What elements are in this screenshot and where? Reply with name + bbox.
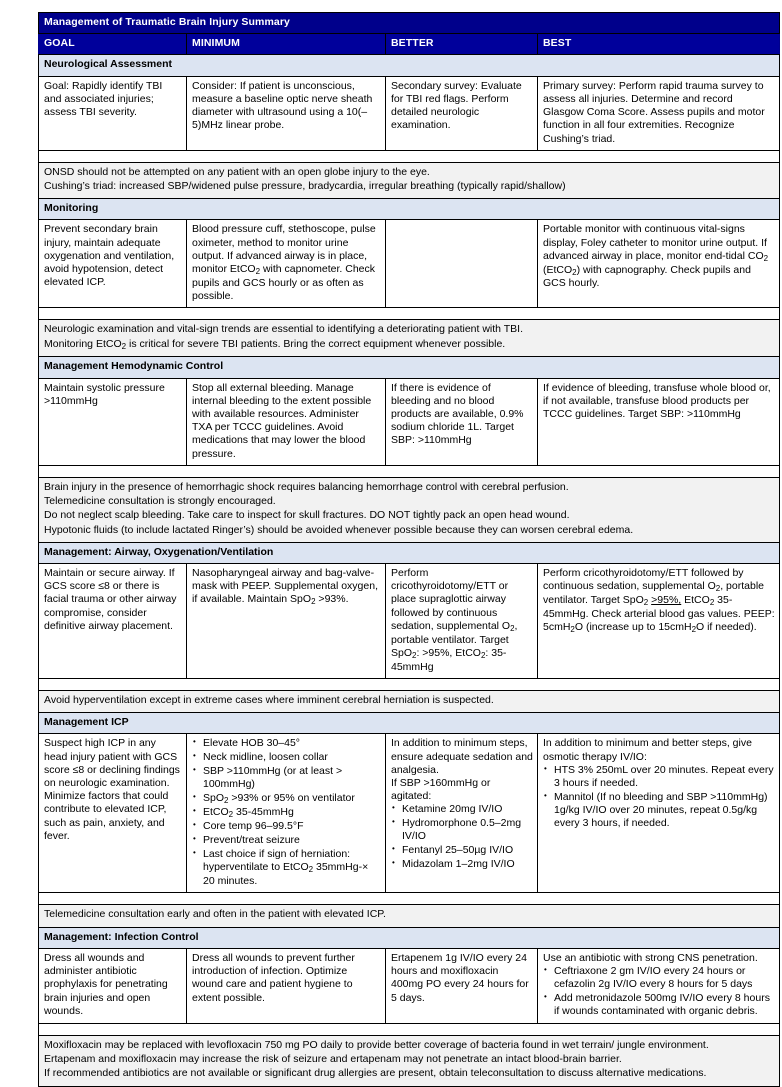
subscript-2: 2 [643, 597, 649, 607]
note-hemodynamic [39, 477, 780, 542]
subscript-2: 2 [572, 267, 577, 277]
list-item: • Add metronidazole 500mg IV/IO every 8 hours if wounds contaminated with organic debris. [543, 992, 775, 1018]
section-band-hemodynamic-control: Management Hemodynamic Control [39, 357, 780, 378]
note-line: Moxifloxacin may be replaced with levofloxacin 750 mg PO daily to provide better coverage of bacteria found in wet terrain/ jungle environment. [44, 1038, 709, 1051]
section-content-row [39, 220, 780, 308]
infection-best-bullet-list [543, 965, 775, 1018]
spacer-row [39, 893, 780, 905]
column-header-minimum: MINIMUM [187, 34, 386, 55]
cell-minimum-airway [187, 563, 386, 678]
cell-minimum-monitoring [187, 220, 386, 308]
document-title: Management of Traumatic Brain Injury Summary [39, 13, 780, 34]
tbi-summary-document [38, 12, 780, 1087]
list-item: • Neck midline, loosen collar [192, 751, 381, 764]
section-content-row [39, 378, 780, 465]
text-part: Blood pressure cuff, stethoscope, pulse oximeter, method to monitor urine output. If advanced airway is in place, monitor EtCO [192, 223, 376, 276]
cell-minimum-neurological: Consider: If patient is unconscious, measure a baseline optic nerve sheath diameter with ultrasound using a 10(–5)MHz linear probe. [187, 76, 386, 150]
spacer-row [39, 1023, 780, 1035]
note-line: Ertapenam and moxifloxacin may increase the risk of seizure and ertapenam may not penetrate an intact blood-brain barrier. [44, 1053, 622, 1066]
section-band-row [39, 927, 780, 948]
section-note-row [39, 905, 780, 927]
cell-better-monitoring [386, 220, 538, 308]
text-part: , portable ventilator. Target SpO [543, 580, 764, 606]
section-note-row [39, 320, 780, 357]
spacer-row [39, 465, 780, 477]
cell-goal-airway: Maintain or secure airway. If GCS score ≤8 or there is facial trauma or other airway compromise, consider definitive airway placement. [39, 563, 187, 678]
cell-best-monitoring [538, 220, 780, 308]
spacer [39, 1023, 780, 1035]
note-line: Avoid hyperventilation except in extreme cases where imminent cerebral herniation is suspected. [44, 693, 494, 706]
spacer [39, 150, 780, 162]
text-part: EtCO [681, 593, 710, 606]
spacer [39, 308, 780, 320]
cell-better-neurological: Secondary survey: Evaluate for TBI red flags. Perform detailed neurologic examination. [386, 76, 538, 150]
note-line: Do not neglect scalp bleeding. Take care to inspect for skull fractures. DO NOT tightly pack an open head wound. [44, 509, 570, 522]
tbi-summary-table [38, 12, 780, 1087]
note-monitoring [39, 320, 780, 357]
list-item: • Core temp 96–99.5°F [192, 820, 381, 833]
cell-better-icp [386, 734, 538, 893]
section-band-row [39, 55, 780, 76]
section-band-row [39, 357, 780, 378]
section-band-row [39, 199, 780, 220]
icp-best-bullet-list [543, 764, 775, 831]
note-line: Hypotonic fluids (to include lactated Ringer’s) should be avoided whenever possible because they can worsen cerebral edema. [44, 523, 634, 536]
cell-goal-neurological: Goal: Rapidly identify TBI and associated injuries; assess TBI severity. [39, 76, 187, 150]
spacer-row [39, 308, 780, 320]
list-item: • Mannitol (If no bleeding and SBP >110mmHg) 1g/kg IV/IO over 20 minutes, repeat 0.5g/kg every 3 hours, if needed. [543, 791, 775, 831]
text-part: 35-45mmHg. Check arterial blood gas values. PEEP: 5cmH [543, 593, 775, 633]
section-note-row [39, 1035, 780, 1086]
subscript-2: 2 [121, 341, 127, 351]
list-item: • Fentanyl 25–50µg IV/IO [391, 844, 533, 857]
text-part: Portable monitor with continuous vital-signs display, Foley catheter to monitor urine output. If advanced airway in place, monitor end-tidal CO [543, 223, 767, 262]
infection-best-intro: Use an antibiotic with strong CNS penetration. [543, 951, 758, 964]
cell-better-airway [386, 563, 538, 678]
subscript-2: 2 [763, 253, 769, 263]
spacer [39, 465, 780, 477]
list-item: • Ketamine 20mg IV/IO [391, 803, 533, 816]
spacer-row [39, 678, 780, 690]
icp-better-condition: If SBP >160mmHg or agitated: [391, 776, 491, 803]
text-part: Nasopharyngeal airway and bag-valve-mask with PEEP. Supplemental oxygen, if available. Maintain SpO [192, 566, 378, 606]
section-note-row [39, 477, 780, 542]
section-band-icp: Management ICP [39, 713, 780, 734]
list-item: • EtCO$_2$ 35-45mmHg [192, 806, 381, 820]
subscript-2: 2 [412, 650, 417, 660]
spacer [39, 893, 780, 905]
section-content-row [39, 76, 780, 150]
list-item: • HTS 3% 250mL over 20 minutes. Repeat every 3 hours if needed. [543, 764, 775, 790]
cell-minimum-hemodynamic: Stop all external bleeding. Manage internal bleeding to the extent possible with available resources. Administer TXA per TCCC guidelines. Avoid medications that may lower the blood pressure. [187, 378, 386, 465]
column-header-best: BEST [538, 34, 780, 55]
subscript-2: 2 [510, 623, 515, 633]
text-part: Perform cricothyroidotomy/ETT followed by continuous sedation, supplemental O [543, 566, 744, 593]
note-airway [39, 690, 780, 712]
icp-minimum-bullet-list [192, 737, 381, 888]
subscript-2: 2 [691, 624, 697, 634]
subscript-2: 2 [311, 597, 316, 607]
icp-better-intro: In addition to minimum steps, ensure adequate sedation and analgesia. [391, 737, 533, 776]
section-note-row [39, 162, 780, 198]
list-item: • SBP >110mmHg (or at least > 100mmHg) [192, 765, 381, 791]
note-line: Telemedicine consultation is strongly encouraged. [44, 495, 276, 508]
list-item: • Last choice if sign of herniation: hyperventilate to EtCO$_2$ 35mmHg-× 20 minutes. [192, 848, 381, 888]
icp-better-bullet-list [391, 803, 533, 871]
subscript-2: 2 [255, 266, 261, 276]
text-part-underlined: >95%, [651, 593, 682, 606]
text-part: , portable ventilator. Target SpO [391, 619, 518, 659]
spacer-row [39, 150, 780, 162]
list-item: • Elevate HOB 30–45° [192, 737, 381, 750]
section-band-monitoring: Monitoring [39, 199, 780, 220]
subscript-2: 2 [228, 809, 234, 819]
list-item: • Hydromorphone 0.5–2mg IV/IO [391, 817, 533, 843]
section-band-neurological-assessment: Neurological Assessment [39, 55, 780, 76]
cell-best-infection [538, 948, 780, 1023]
list-item: • Prevent/treat seizure [192, 834, 381, 847]
note-neurological [39, 162, 780, 198]
note-line: Telemedicine consultation early and often in the patient with elevated ICP. [44, 908, 386, 921]
cell-minimum-infection: Dress all wounds to prevent further introduction of infection. Optimize wound care and patient hygiene to extent possible. [187, 948, 386, 1023]
column-header-row [39, 34, 780, 55]
cell-best-neurological: Primary survey: Perform rapid trauma survey to assess all injuries. Determine and record Glasgow Coma Score. Assess pupils and motor function in all four extremities. Recognize Cushing’s triad. [538, 76, 780, 150]
text-part: with capnometer. Check pupils and GCS hourly or as often as possible. [192, 263, 376, 303]
note-line: Brain injury in the presence of hemorrhagic shock requires balancing hemorrhage control with cerebral perfusion. [44, 480, 569, 493]
subscript-2: 2 [480, 650, 486, 660]
cell-goal-icp: Suspect high ICP in any head injury patient with GCS score ≤8 or declining findings on neurologic examination. Minimize factors that could contribute to elevated ICP, such as pain, anxiety, and fever. [39, 734, 187, 893]
cell-best-hemodynamic: If evidence of bleeding, transfuse whole blood or, if not available, transfuse blood products per TCCC guidelines. Target SBP: >110mmHg [538, 378, 780, 465]
title-row [39, 13, 780, 34]
subscript-2: 2 [570, 624, 575, 634]
text-part: O (increase up to 15cmH [574, 620, 692, 633]
note-icp [39, 905, 780, 927]
note-line: ONSD should not be attempted on any patient with an open globe injury to the eye. [44, 165, 430, 178]
text-part: >93%. [315, 593, 349, 606]
text-part: Perform cricothyroidotomy/ETT or place supraglottic airway followed by continuous sedation, supplemental O [391, 566, 511, 632]
section-band-infection-control: Management: Infection Control [39, 927, 780, 948]
cell-better-infection: Ertapenem 1g IV/IO every 24 hours and moxifloxacin 400mg PO every 24 hours for 5 days. [386, 948, 538, 1023]
note-line: Cushing’s triad: increased SBP/widened pulse pressure, bradycardia, irregular breathing (typically rapid/shallow) [44, 179, 566, 192]
column-header-goal: GOAL [39, 34, 187, 55]
text-part: O if needed). [696, 620, 757, 633]
list-item: • Ceftriaxone 2 gm IV/IO every 24 hours or cefazolin 2g IV/IO every 8 hours for 5 days [543, 965, 775, 991]
subscript-2: 2 [308, 864, 314, 874]
section-content-row [39, 734, 780, 893]
subscript-2: 2 [715, 583, 721, 593]
subscript-2: 2 [224, 795, 229, 805]
cell-goal-monitoring: Prevent secondary brain injury, maintain adequate oxygenation and ventilation, avoid hypotension, detect elevated ICP. [39, 220, 187, 308]
column-header-better: BETTER [386, 34, 538, 55]
subscript-2: 2 [709, 597, 715, 607]
section-band-row [39, 542, 780, 563]
text-part: (EtCO [543, 263, 573, 276]
icp-best-intro: In addition to minimum and better steps, give osmotic therapy IV/IO: [543, 737, 752, 763]
note-line: Neurologic examination and vital-sign trends are essential to identifying a deteriorating patient with TBI. [44, 323, 523, 336]
cell-minimum-icp [187, 734, 386, 893]
cell-goal-hemodynamic: Maintain systolic pressure >110mmHg [39, 378, 187, 465]
note-line: Monitoring EtCO$_2$ is critical for severe TBI patients. Bring the correct equipment whenever possible. [44, 337, 506, 351]
section-content-row [39, 948, 780, 1023]
spacer [39, 678, 780, 690]
list-item: • SpO$_2$ >93% or 95% on ventilator [192, 792, 381, 806]
text-part: : >95%, EtCO [416, 646, 481, 659]
cell-best-icp [538, 734, 780, 893]
section-content-row [39, 563, 780, 678]
list-item: • Midazolam 1–2mg IV/IO [391, 858, 533, 871]
note-infection-control [39, 1035, 780, 1086]
cell-goal-infection: Dress all wounds and administer antibiotic prophylaxis for penetrating brain injuries and open wounds. [39, 948, 187, 1023]
section-band-row [39, 713, 780, 734]
section-note-row [39, 690, 780, 712]
text-part: ) with capnography. Check pupils and GCS hourly. [543, 263, 751, 290]
note-line: If recommended antibiotics are not available or significant drug allergies are present, obtain teleconsultation to discuss alternative medications. [44, 1067, 707, 1080]
cell-best-airway [538, 563, 780, 678]
text-part: : 35-45mmHg [391, 646, 507, 673]
cell-better-hemodynamic: If there is evidence of bleeding and no blood products are available, 0.9% sodium chloride 1L. Target SBP: >110mmHg [386, 378, 538, 465]
section-band-airway: Management: Airway, Oxygenation/Ventilation [39, 542, 780, 563]
